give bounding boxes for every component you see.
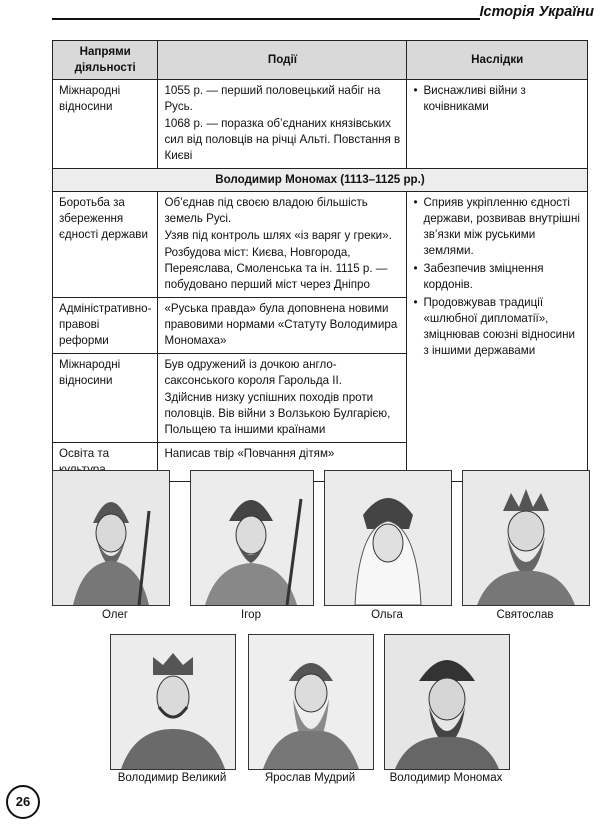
events-cell	[158, 192, 407, 298]
events-cell	[158, 354, 407, 443]
direction-cell: Міжнародні відносини	[53, 354, 158, 443]
header-results: Наслідки	[407, 41, 588, 80]
section-title: Володимир Мономах (1113–1125 рр.)	[53, 169, 588, 192]
direction-cell: Боротьба за збереження єдності держави	[53, 192, 158, 298]
events-cell	[158, 298, 407, 354]
caption-volodymyr-velykyi: Володимир Великий	[117, 772, 227, 784]
table-row	[53, 80, 588, 169]
portrait-image	[111, 635, 235, 769]
events-cell	[158, 80, 407, 169]
result-item: • Забезпечив зміцнення кордонів.	[413, 261, 581, 293]
event-text: Написав твір «Повчання дітям»	[164, 447, 335, 460]
caption-volodymyr-monomakh: Володимир Мономах	[389, 772, 503, 784]
section-row	[53, 169, 588, 192]
portrait-volodymyr-monomakh	[384, 634, 508, 768]
results-cell	[407, 192, 588, 482]
history-table	[52, 40, 588, 482]
caption-olga: Ольга	[371, 609, 403, 621]
result-item: • Виснажливі війни з кочівниками	[413, 83, 581, 115]
header-directions: Напрями діяльності	[53, 41, 158, 80]
page-header	[0, 0, 600, 30]
portrait-yaroslav-mudryi	[248, 634, 372, 768]
table-header-row	[53, 41, 588, 80]
event-text: 1068 р. — поразка об’єднаних князівських сил від половців на річці Альті. Повстання в Києві	[164, 117, 401, 162]
portrait-olga	[324, 470, 450, 604]
portrait-image	[191, 471, 313, 605]
portrait-image	[385, 635, 509, 769]
event-text: Був одружений із дочкою англо-саксонського короля Гарольда ІІ.	[164, 358, 342, 387]
direction-cell: Адміністративно-правові реформи	[53, 298, 158, 354]
result-item: • Сприяв укріпленню єдності держави, розвивав внутрішні зв’язки між руськими землями.	[413, 195, 581, 259]
header-title: Історія України	[479, 4, 594, 20]
result-item: • Продовжував традиції «шлюбної дипломатії», зміцнював союзні відносини з іншими державами	[413, 295, 581, 359]
event-text: 1055 р. — перший половецький набіг на Русь.	[164, 84, 381, 113]
results-cell	[407, 80, 588, 169]
event-text: «Руська правда» була доповнена новими правовими нормами «Статуту Володимира Мономаха»	[164, 302, 398, 347]
portrait-image	[53, 471, 169, 605]
event-text: Узяв під контроль шлях «із варяг у греки».	[164, 229, 392, 242]
caption-yaroslav-mudryi: Ярослав Мудрий	[264, 772, 356, 784]
portrait-oleg	[52, 470, 168, 604]
event-text: Розбудова міст: Києва, Новгорода, Переяслава, Смоленська та ін. 1115 р. — побудовано перший міст через Дніпро	[164, 246, 388, 291]
caption-igor: Ігор	[241, 609, 261, 621]
header-rule	[52, 18, 480, 20]
caption-sviatoslav: Святослав	[496, 609, 554, 621]
direction-cell: Міжнародні відносини	[53, 80, 158, 169]
event-text: Об’єднав під своєю владою більшість земель Русі.	[164, 196, 368, 225]
header-events: Події	[158, 41, 407, 80]
portrait-image	[325, 471, 451, 605]
caption-oleg: Олег	[101, 609, 129, 621]
portrait-sviatoslav	[462, 470, 588, 604]
page-number: 26	[6, 785, 40, 819]
event-text: Здійснив низку успішних походів проти половців. Вів війни з Волзькою Булгарією, Польщею та іншими країнами	[164, 391, 391, 436]
portrait-image	[249, 635, 373, 769]
portrait-volodymyr-velykyi	[110, 634, 234, 768]
portrait-image	[463, 471, 589, 605]
portrait-igor	[190, 470, 312, 604]
table-row	[53, 192, 588, 298]
direction-cell: Освіта та	[53, 443, 158, 482]
